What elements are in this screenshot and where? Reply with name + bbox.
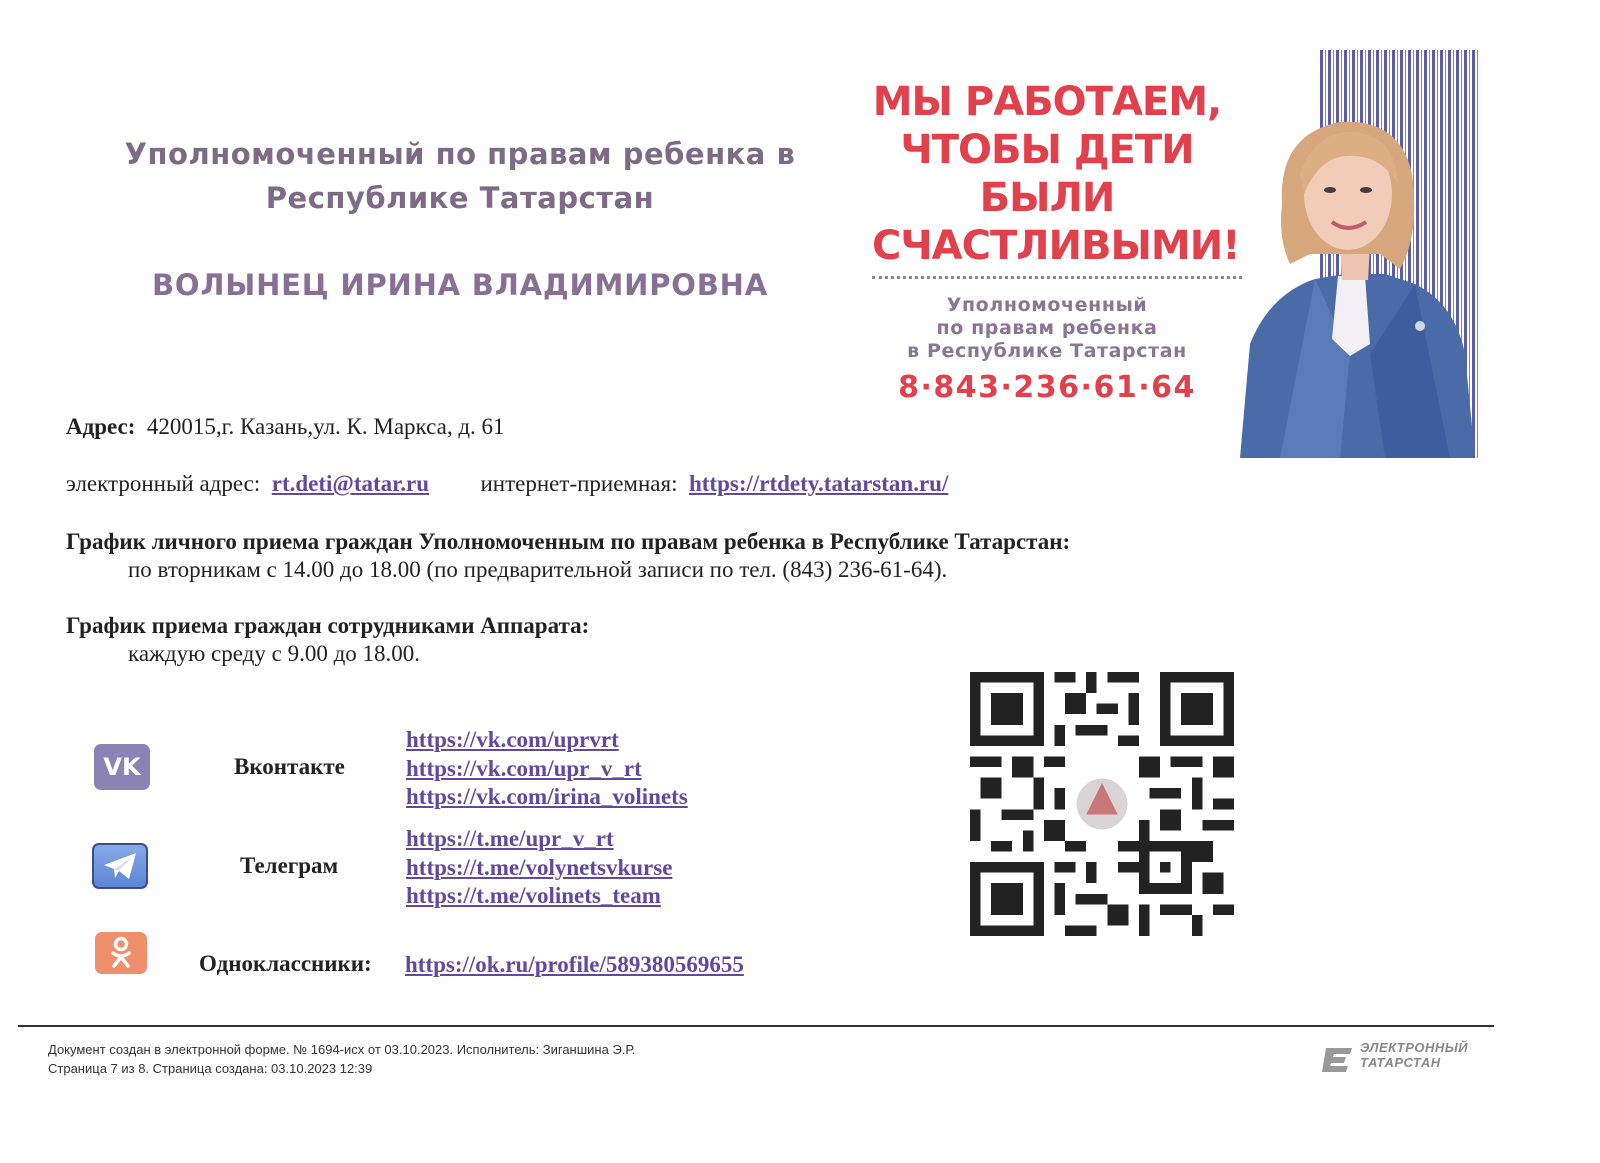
paper-plane-icon xyxy=(102,851,138,881)
ombudsman-schedule-heading: График личного приема граждан Уполномоченным по правам ребенка в Республике Татарстан: xyxy=(66,529,1071,554)
slogan-line: СЧАСТЛИВЫМИ! xyxy=(872,223,1240,269)
slogan-line: ЧТОБЫ ДЕТИ xyxy=(900,127,1194,173)
footer-page-line: Страница 7 из 8. Страница создана: 03.10.2023 12:39 xyxy=(48,1061,373,1076)
odnoklassniki-links xyxy=(405,951,744,980)
reception-link[interactable]: https://rtdety.tatarstan.ru/ xyxy=(688,471,949,496)
reception-label: интернет-приемная: xyxy=(480,471,678,496)
slogan-line: БЫЛИ xyxy=(979,175,1115,221)
telegram-links xyxy=(406,825,672,911)
organization-title-line2: Республике Татарстан xyxy=(265,181,655,215)
electronic-tatarstan-logo-text xyxy=(1360,1040,1468,1070)
banner-dotted-divider xyxy=(872,276,1242,279)
telegram-icon[interactable] xyxy=(92,843,148,889)
footer-divider xyxy=(18,1025,1494,1027)
logo-line2: ТАТАРСТАН xyxy=(1360,1055,1441,1070)
footer-info xyxy=(48,1040,635,1078)
ombudsman-portrait xyxy=(1220,94,1480,458)
odnoklassniki-icon[interactable] xyxy=(95,932,147,974)
email-label: электронный адрес: xyxy=(66,471,261,496)
slogan-line: МЫ РАБОТАЕМ, xyxy=(872,79,1222,125)
role-line: в Республике Татарстан xyxy=(907,340,1187,362)
telegram-link[interactable]: https://t.me/volinets_team xyxy=(406,883,661,908)
telegram-label: Телеграм xyxy=(240,853,339,878)
vk-link[interactable]: https://vk.com/uprvrt xyxy=(406,727,619,752)
ombudsman-name: ВОЛЫНЕЦ ИРИНА ВЛАДИМИРОВНА xyxy=(152,268,768,302)
address-value: 420015,г. Казань,ул. К. Маркса, д. 61 xyxy=(146,414,505,439)
logo-line1: ЭЛЕКТРОННЫЙ xyxy=(1360,1040,1469,1055)
organization-title-line1: Уполномоченный по правам ребенка в xyxy=(124,137,796,171)
qr-code[interactable] xyxy=(970,672,1234,936)
organization-title xyxy=(60,132,860,220)
vk-label: Вконтакте xyxy=(234,754,345,779)
role-line: по правам ребенка xyxy=(936,317,1158,339)
vk-link[interactable]: https://vk.com/irina_volinets xyxy=(406,784,688,809)
telegram-link[interactable]: https://t.me/volynetsvkurse xyxy=(406,854,673,880)
email-link[interactable]: rt.deti@tatar.ru xyxy=(271,471,429,496)
telegram-link[interactable]: https://t.me/upr_v_rt xyxy=(406,826,614,851)
banner-role xyxy=(872,294,1222,363)
promo-banner xyxy=(872,50,1492,458)
staff-schedule-text: каждую среду с 9.00 до 18.00. xyxy=(128,641,421,666)
vk-link[interactable]: https://vk.com/upr_v_rt xyxy=(406,755,642,781)
role-line: Уполномоченный xyxy=(946,294,1148,316)
banner-phone: 8·843·236·61·64 xyxy=(898,370,1196,405)
address-row xyxy=(66,414,505,440)
vk-links xyxy=(406,726,688,812)
odnoklassniki-link[interactable]: https://ok.ru/profile/589380569655 xyxy=(405,952,744,977)
ombudsman-schedule-text: по вторникам с 14.00 до 18.00 (по предварительной записи по тел. (843) 236-61-64). xyxy=(128,557,948,582)
odnoklassniki-label: Одноклассники: xyxy=(199,951,372,976)
address-label: Адрес: xyxy=(66,414,136,439)
footer-document-line: Документ создан в электронной форме. № 1694-исх от 03.10.2023. Исполнитель: Зиганшина Э.Р. xyxy=(48,1042,636,1057)
vk-icon[interactable]: VK xyxy=(94,744,150,790)
ok-glyph-icon xyxy=(109,936,133,970)
banner-slogan xyxy=(872,78,1240,270)
staff-schedule-heading: График приема граждан сотрудниками Аппарата: xyxy=(66,613,590,638)
email-row xyxy=(66,471,948,497)
